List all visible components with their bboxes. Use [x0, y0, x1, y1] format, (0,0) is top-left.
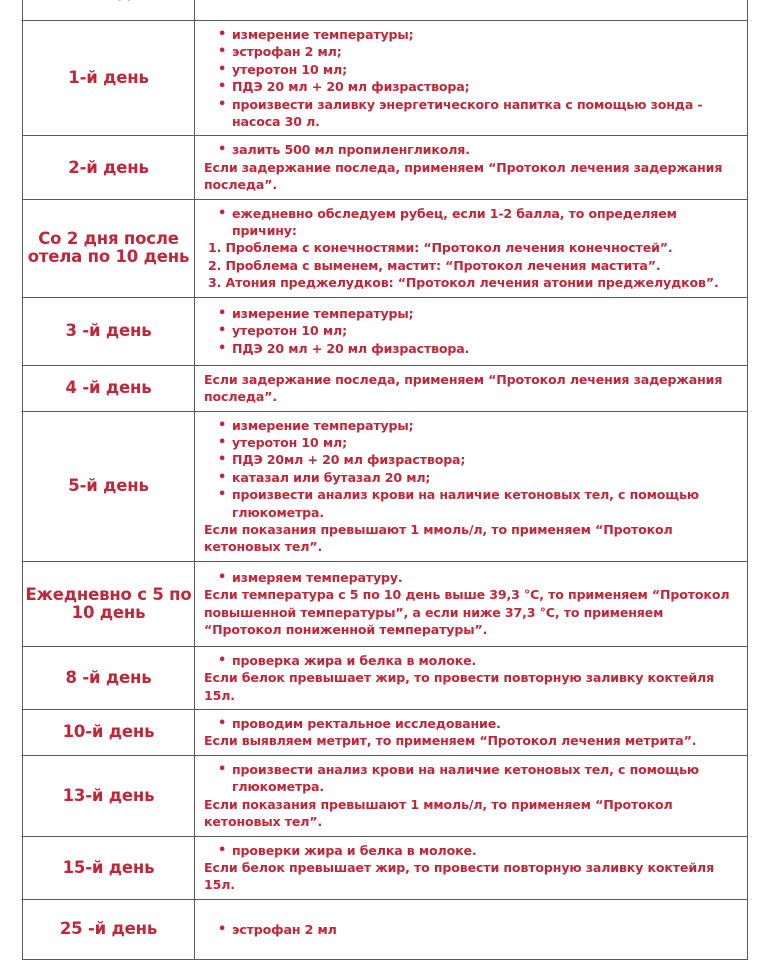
note-text: Если показания превышают 1 ммоль/л, то применяем “Протокол кетоновых тел”.	[204, 521, 673, 555]
day-cell: 5-й день	[23, 411, 195, 561]
day-cell: 10-й день	[23, 709, 195, 755]
bullet-item: • ПДЭ 20мл + 20 мл физраствора;	[204, 451, 739, 468]
content-cell	[195, 709, 748, 755]
day-cell: 13-й день	[23, 755, 195, 836]
bullet-item: • произвести заливку энергетического напитка с помощью зонда - насоса 30 л.	[204, 96, 739, 131]
day-cell: 1-й день	[23, 21, 195, 136]
content-cell	[195, 136, 748, 199]
day-cell: 4 -й день	[23, 365, 195, 411]
table-row	[23, 836, 748, 899]
content-cell	[195, 199, 748, 297]
content-cell	[195, 836, 748, 899]
bullet-item: • измерение температуры;	[204, 26, 739, 43]
day-cell: Со 2 дня после отела по 10 день	[23, 199, 195, 297]
bullet-item: • измерение температуры;	[204, 417, 739, 434]
day-cell: 2-й день	[23, 136, 195, 199]
note-text: Если температура с 5 по 10 день выше 39,3 °C, то применяем “Протокол повышенной температуры”, а если ниже 37,3 °C, то применяем “Протокол пониженной температуры”.	[204, 587, 730, 638]
content-cell	[195, 411, 748, 561]
day-cell: 8 -й день	[23, 646, 195, 709]
bullet-list	[204, 652, 739, 669]
note-text: Если белок превышает жир, то провести повторную заливку коктейля 15л.	[204, 670, 715, 703]
bullet-item: • залить 500 мл пропиленгликоля.	[204, 141, 739, 158]
content-cell	[195, 899, 748, 959]
content-cell	[195, 0, 748, 21]
table-row	[23, 21, 748, 136]
bullet-list	[204, 921, 739, 938]
table-row	[23, 365, 748, 411]
table-row	[23, 136, 748, 199]
table-row	[23, 199, 748, 297]
bullet-item: • ПДЭ 20 мл + 20 мл физраствора;	[204, 78, 739, 95]
table-row	[23, 561, 748, 646]
table-row	[23, 646, 748, 709]
note-text: Если белок превышает жир, то провести повторную заливку коктейля 15л.	[204, 860, 715, 893]
bullet-item: • эстрофан 2 мл	[204, 921, 739, 938]
bullet-item: • произвести анализ крови на наличие кетоновых тел, с помощью глюкометра.	[204, 486, 739, 521]
numbered-item: 3. Атония преджелудков: “Протокол лечения атонии преджелудков”.	[208, 275, 719, 291]
table-row	[23, 899, 748, 959]
bullet-item: • ПДЭ 20 мл + 20 мл физраствора.	[204, 340, 739, 357]
note-text: Если выявляем метрит, то применяем “Протокол лечения метрита”.	[204, 733, 697, 749]
day-cell	[23, 0, 195, 21]
content-cell	[195, 365, 748, 411]
bullet-item: • утеротон 10 мл;	[204, 61, 739, 78]
day-cell: 3 -й день	[23, 297, 195, 365]
bullet-list	[204, 205, 739, 240]
bullet-list	[204, 842, 739, 859]
day-cell: 25 -й день	[23, 899, 195, 959]
note-text: Если задержание последа, применяем “Протокол лечения задержания последа”.	[204, 159, 723, 193]
bullet-item: • проверки жира и белка в молоке.	[204, 842, 739, 859]
table-row	[23, 755, 748, 836]
content-cell	[195, 561, 748, 646]
table-row	[23, 0, 748, 21]
numbered-item: 1. Проблема с конечностями: “Протокол лечения конечностей”.	[208, 240, 673, 256]
bullet-list	[204, 761, 739, 796]
table-row	[23, 297, 748, 365]
content-cell	[195, 755, 748, 836]
numbered-item: 2. Проблема с выменем, мастит: “Протокол лечения мастита”.	[208, 257, 661, 273]
bullet-item: • утеротон 10 мл;	[204, 434, 739, 451]
bullet-item: • ежедневно обследуем рубец, если 1-2 балла, то определяем причину:	[204, 205, 739, 240]
bullet-item: • произвести анализ крови на наличие кетоновых тел, с помощью глюкометра.	[204, 761, 739, 796]
content-cell	[195, 297, 748, 365]
bullet-list	[204, 715, 739, 732]
note-text: Если показания превышают 1 ммоль/л, то применяем “Протокол кетоновых тел”.	[204, 796, 673, 830]
day-cell: 15-й день	[23, 836, 195, 899]
bullet-item: • катазал или бутазал 20 мл;	[204, 469, 739, 486]
table-row	[23, 709, 748, 755]
note-text	[204, 0, 739, 1]
bullet-list	[204, 141, 739, 158]
bullet-item: • проверка жира и белка в молоке.	[204, 652, 739, 669]
bullet-item: • измеряем температуру.	[204, 569, 739, 586]
bullet-item: • эстрофан 2 мл;	[204, 43, 739, 60]
bullet-item: • проводим ректальное исследование.	[204, 715, 739, 732]
protocol-table	[22, 0, 748, 960]
bullet-list	[204, 26, 739, 130]
bullet-item: • утеротон 10 мл;	[204, 322, 739, 339]
bullet-list	[204, 417, 739, 521]
bullet-item: • измерение температуры;	[204, 305, 739, 322]
content-cell	[195, 646, 748, 709]
table-body	[23, 0, 748, 959]
bullet-list	[204, 305, 739, 357]
content-cell	[195, 21, 748, 136]
table-row	[23, 411, 748, 561]
day-cell: Ежедневно с 5 по 10 день	[23, 561, 195, 646]
note-text: Если задержание последа, применяем “Протокол лечения задержания последа”.	[204, 371, 723, 405]
bullet-list	[204, 569, 739, 586]
